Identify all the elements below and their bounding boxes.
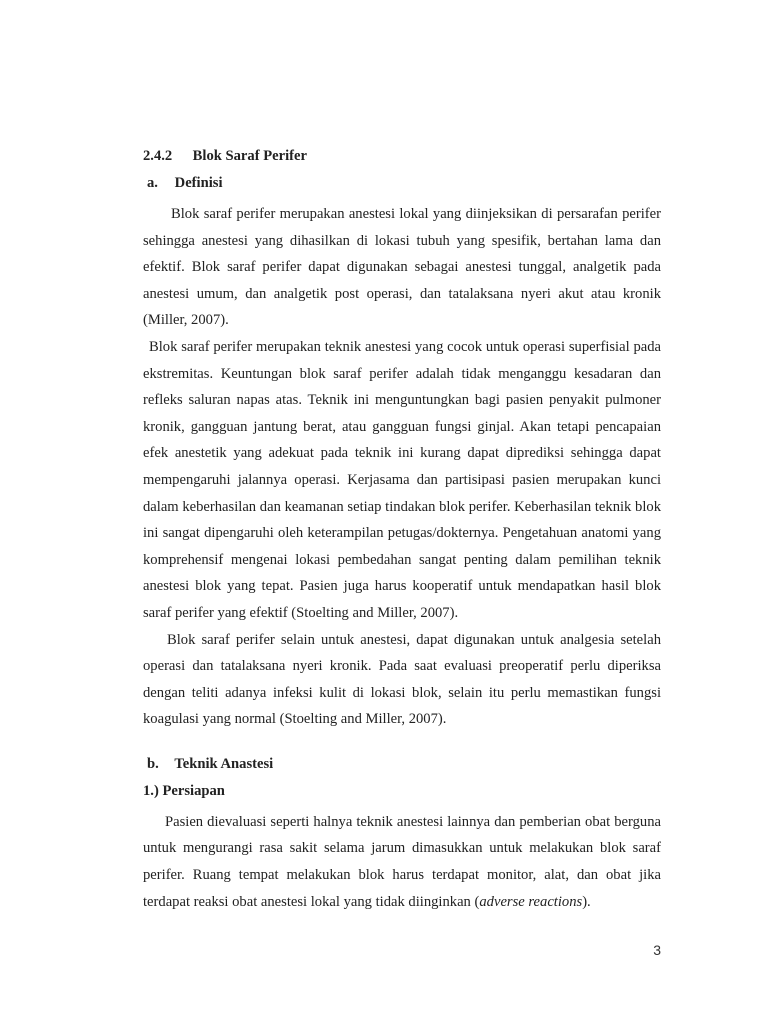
subsection-label-b1: 1.) xyxy=(143,782,159,799)
spacer xyxy=(143,733,661,755)
paragraph-definition-2: Blok saraf perifer merupakan teknik anestesi yang cocok untuk operasi superfisial pada ekstremitas. Keuntungan blok saraf perifer adalah tidak menganggu kesadaran dan refleks saluran napas atas. Teknik ini menguntungkan bagi pasien penyakit pulmoner kronik, gangguan jantung berat, atau gangguan fungsi ginjal. Akan tetapi pencapaian efek anestetik yang adekuat pada teknik ini kurang dapat diprediksi sehingga dapat mempengaruhi jalannya operasi. Kerjasama dan partisipasi pasien merupakan kunci dalam keberhasilan dan keamanan setiap tindakan blok perifer. Keberhasilan teknik blok ini sangat dipengaruhi oleh keterampilan petugas/dokternya. Pengetahuan anatomi yang komprehensif mengenai lokasi pembedahan sangat penting dalam pemilihan teknik anestesi blok yang tepat. Pasien juga harus kooperatif untuk mendapatkan hasil blok saraf perifer yang efektif (Stoelting and Miller, 2007). xyxy=(143,338,661,621)
section-heading xyxy=(143,147,661,174)
subsection-heading-b1 xyxy=(143,782,661,809)
paragraph-preparation xyxy=(143,809,661,915)
subsection-title-b: Teknik Anastesi xyxy=(174,755,274,772)
paragraph-definition-3: Blok saraf perifer selain untuk anestesi, dapat digunakan untuk analgesia setelah operasi dan tatalaksana nyeri kronik. Pada saat evaluasi preoperatif perlu diperiksa dengan teliti adanya infeksi kulit di lokasi blok, selain itu perlu memastikan fungsi koagulasi yang normal (Stoelting and Miller, 2007). xyxy=(143,631,661,728)
subsection-heading-b xyxy=(143,755,661,782)
subsection-label-b: b. xyxy=(147,755,159,772)
page-number: 3 xyxy=(653,942,661,958)
subsection-title-b1: Persiapan xyxy=(162,782,225,799)
section-number: 2.4.2 xyxy=(143,148,173,164)
paragraph-preparation-text: Pasien dievaluasi seperti halnya teknik anestesi lainnya dan pemberian obat berguna untuk mengurangi rasa sakit selama jarum dimasukkan untuk melakukan blok saraf perifer. Ruang tempat melakukan blok harus terdapat monitor, alat, dan obat jika terdapat reaksi obat anestesi lokal yang tidak diinginkan ( xyxy=(143,813,661,910)
paragraph-definition-1: Blok saraf perifer merupakan anestesi lokal yang diinjeksikan di persarafan perifer sehingga anestesi yang dihasilkan di lokasi tubuh yang spesifik, bertahan lama dan efektif. Blok saraf perifer dapat digunakan sebagai anestesi tunggal, analgetik pada anestesi umum, dan analgetik post operasi, dan tatalaksana nyeri akut atau kronik (Miller, 2007). xyxy=(143,206,661,329)
subsection-label-a: a. xyxy=(147,175,158,191)
paragraph-preparation-italic: adverse reactions xyxy=(479,893,583,910)
paragraph-preparation-end: ). xyxy=(582,893,591,910)
subsection-heading-a xyxy=(143,174,661,201)
subsection-title-a: Definisi xyxy=(174,175,223,191)
document-body xyxy=(143,147,661,915)
section-title: Blok Saraf Perifer xyxy=(192,148,307,164)
